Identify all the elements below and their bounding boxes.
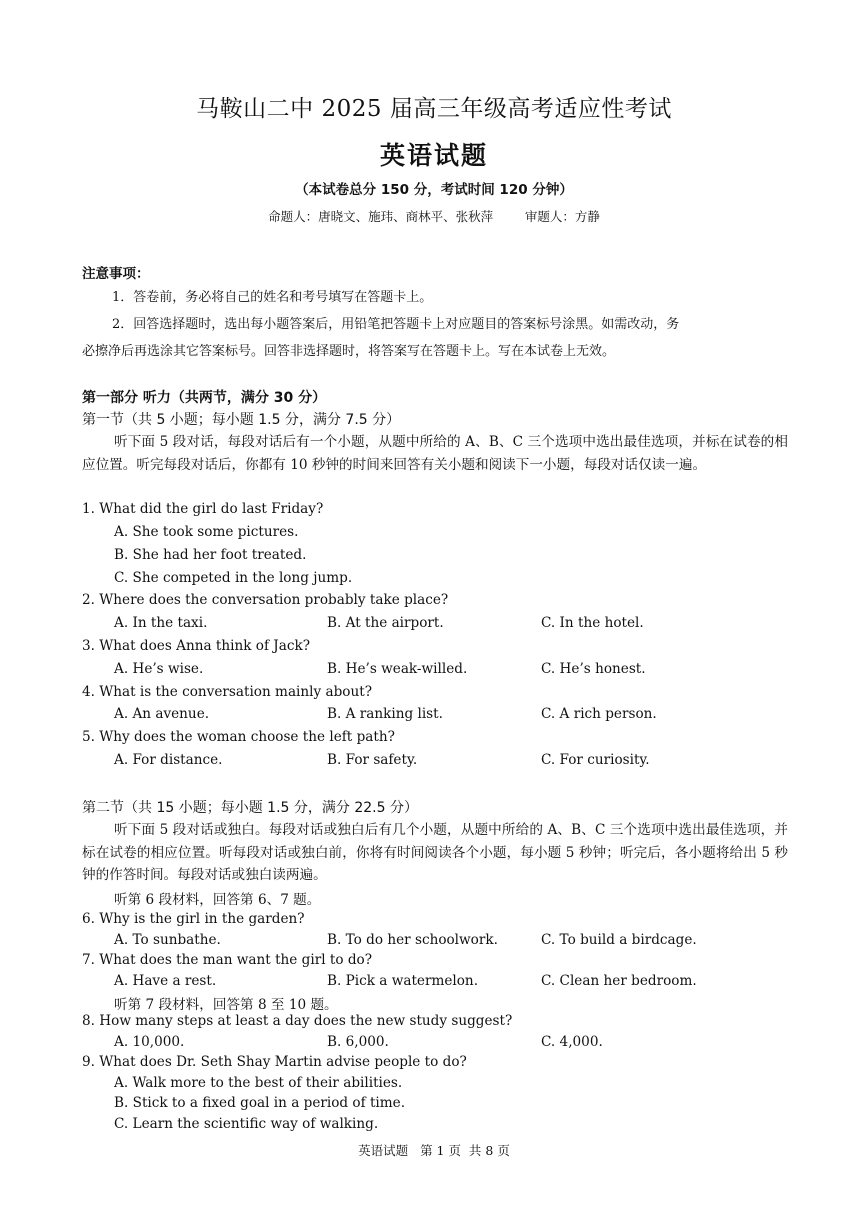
note-item-2-cont: 必擦净后再选涂其它答案标号。回答非选择题时，将答案写在答题卡上。写在本试卷上无效。 xyxy=(82,344,616,359)
question-2-option-a: A. In the taxi. xyxy=(114,615,208,631)
question-8-option-a: A. 10,000. xyxy=(114,1034,185,1050)
section2-heading: 第二节（共 15 小题；每小题 1.5 分，满分 22.5 分） xyxy=(82,800,418,816)
note-item-2-line1: 2．回答选择题时，选出每小题答案后，用铅笔把答题卡上对应题目的答案标号涂黑。如需改动，务 xyxy=(112,317,680,332)
section1-instructions: 听下面 5 段对话，每段对话后有一个小题，从题中所给的 A、B、C 三个选项中选出最佳选项，并标在试卷的相应位置。听完每段对话后，你都有 10 秒钟的时间来回答有关小题和阅读下一小题，每段对话仅读一遍。 xyxy=(82,434,788,473)
question-8-option-b: B. 6,000. xyxy=(327,1034,389,1050)
note-item-1-text: 1．答卷前，务必将自己的姓名和考号填写在答题卡上。 xyxy=(112,290,433,305)
question-7-option-c: C. Clean her bedroom. xyxy=(541,973,697,989)
question-5-option-a: A. For distance. xyxy=(114,752,223,768)
question-9-option-b: B. Stick to a fixed goal in a period of time. xyxy=(114,1095,406,1111)
question-2-stem: 2. Where does the conversation probably take place? xyxy=(82,592,449,608)
question-1-option-b: B. She had her foot treated. xyxy=(114,547,307,563)
page-footer: 英语试题 第 1 页 共 8 页 xyxy=(358,1143,510,1158)
question-6-option-c: C. To build a birdcage. xyxy=(541,932,697,948)
question-5-option-c: C. For curiosity. xyxy=(541,752,650,768)
question-8-option-c: C. 4,000. xyxy=(541,1034,603,1050)
question-5-stem: 5. Why does the woman choose the left path? xyxy=(82,729,395,745)
material-6-note: 听第 6 段材料，回答第 6、7 题。 xyxy=(114,892,321,908)
question-1-option-a: A. She took some pictures. xyxy=(114,524,299,540)
question-1-option-c: C. She competed in the long jump. xyxy=(114,570,353,586)
question-3-option-b: B. He’s weak-willed. xyxy=(327,661,468,677)
question-3-option-a: A. He’s wise. xyxy=(114,661,204,677)
question-4-stem: 4. What is the conversation mainly about? xyxy=(82,684,373,700)
question-4-option-c: C. A rich person. xyxy=(541,706,657,722)
question-3-option-c: C. He’s honest. xyxy=(541,661,646,677)
question-7-stem: 7. What does the man want the girl to do? xyxy=(82,952,373,968)
exam-title: 马鞍山二中 2025 届高三年级高考适应性考试 xyxy=(196,96,672,122)
material-7-note: 听第 7 段材料，回答第 8 至 10 题。 xyxy=(114,997,338,1013)
question-6-stem: 6. Why is the girl in the garden? xyxy=(82,911,305,927)
question-2-option-b: B. At the airport. xyxy=(327,615,444,631)
question-7-option-b: B. Pick a watermelon. xyxy=(327,973,479,989)
score-note: （本试卷总分 150 分，考试时间 120 分钟） xyxy=(295,182,573,198)
part1-heading xyxy=(82,387,326,407)
question-9-option-c: C. Learn the scientific way of walking. xyxy=(114,1116,379,1132)
question-8-stem: 8. How many steps at least a day does the new study suggest? xyxy=(82,1013,513,1029)
notes-heading: 注意事项： xyxy=(82,266,150,282)
note-item-2 xyxy=(82,311,788,338)
question-6-option-b: B. To do her schoolwork. xyxy=(327,932,498,948)
question-4-option-b: B. A ranking list. xyxy=(327,706,443,722)
authors-line: 命题人：唐晓文、施玮、商林平、张秋萍 审题人：方静 xyxy=(268,209,600,224)
question-7-option-a: A. Have a rest. xyxy=(114,973,217,989)
note-item-1 xyxy=(82,284,788,311)
question-5-option-b: B. For safety. xyxy=(327,752,418,768)
subject-title: 英语试题 xyxy=(379,141,488,170)
section1-heading: 第一节（共 5 小题；每小题 1.5 分，满分 7.5 分） xyxy=(82,412,401,428)
question-4-option-a: A. An avenue. xyxy=(114,706,210,722)
section2-instructions: 听下面 5 段对话或独白。每段对话或独白后有几个小题，从题中所给的 A、B、C 三个选项中选出最佳选项，并标在试卷的相应位置。听每段对话或独白前，你将有时间阅读各个小题，每小题 5 秒钟；听完后，各小题将给出 5 秒钟的作答时间。每段对话或独白读两遍。 xyxy=(82,822,788,883)
question-9-option-a: A. Walk more to the best of their abilities. xyxy=(114,1075,403,1091)
question-9-stem: 9. What does Dr. Seth Shay Martin advise people to do? xyxy=(82,1054,467,1070)
question-3-stem: 3. What does Anna think of Jack? xyxy=(82,638,310,654)
part1-heading-text: 第一部分 听力（共两节，满分 30 分） xyxy=(82,390,327,406)
question-2-option-c: C. In the hotel. xyxy=(541,615,644,631)
question-6-option-a: A. To sunbathe. xyxy=(114,932,221,948)
question-1-stem: 1. What did the girl do last Friday? xyxy=(82,501,324,517)
